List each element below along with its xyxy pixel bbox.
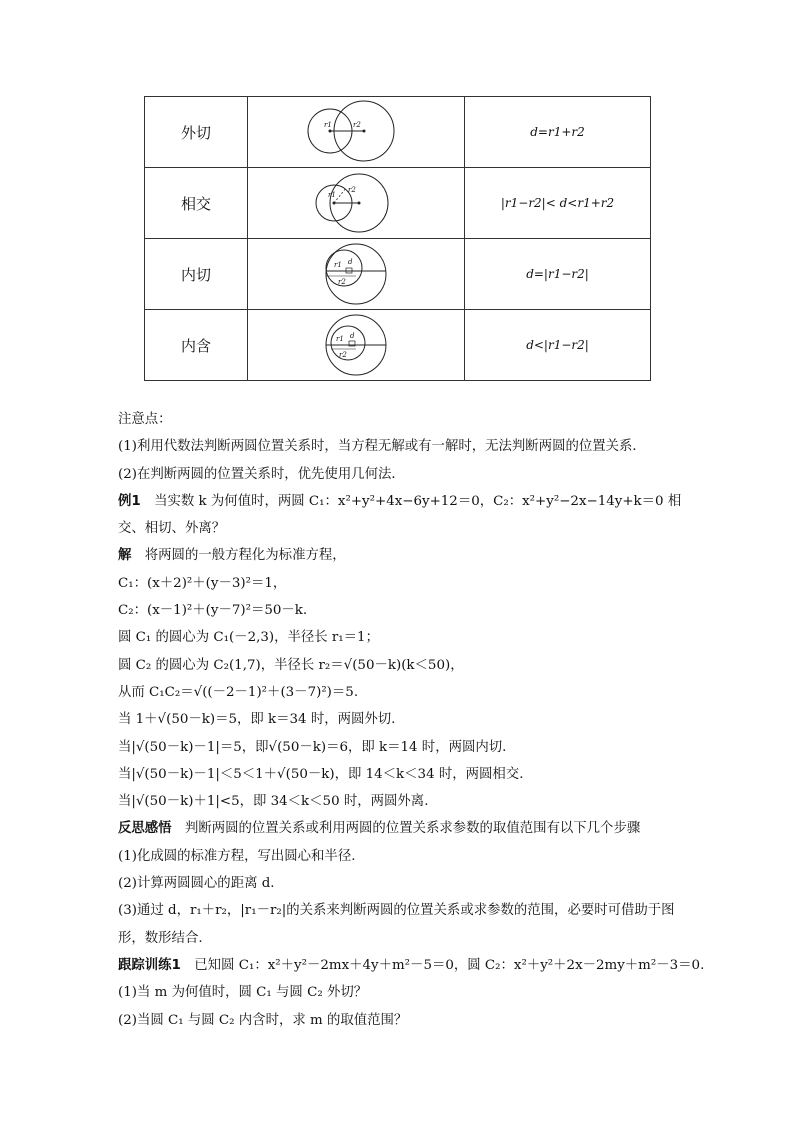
solution-line: C₁：(x＋2)²＋(y－3)²＝1，: [118, 575, 287, 591]
circle-relation-table: [144, 96, 651, 381]
external-tangent-diagram: [301, 99, 411, 165]
example-question-cont: 交、相切、外离？: [118, 521, 226, 537]
reflection-intro: 反思感悟 判断两圆的位置关系或利用两圆的位置关系求参数的取值范围有以下几个步骤: [118, 821, 641, 837]
d-label: d: [350, 332, 355, 340]
r1-label: r1: [334, 261, 342, 269]
example-label: 例1: [118, 493, 141, 509]
internal-tangent-diagram: [301, 241, 411, 307]
relation-condition: d=r1+r2: [465, 97, 651, 168]
notes-heading: 注意点：: [118, 412, 172, 427]
table-row: [145, 310, 651, 381]
body-text: [118, 406, 705, 1034]
r1-label: r1: [328, 191, 336, 199]
relation-condition: d=|r1−r2|: [465, 239, 651, 310]
r2-label: r2: [339, 351, 347, 359]
intersecting-diagram: [301, 170, 411, 236]
table-row: [145, 239, 651, 310]
practice-label: 跟踪训练1: [118, 957, 181, 973]
table-row: [145, 168, 651, 239]
relation-label: 外切: [145, 97, 248, 168]
solution-label: 解: [118, 548, 132, 564]
reflection-step: (1)化成圆的标准方程，写出圆心和半径.: [118, 848, 356, 864]
solution-line: 从而 C₁C₂＝√((－2－1)²＋(3－7)²)＝5.: [118, 684, 359, 700]
r2-label: r2: [338, 278, 346, 286]
solution-line: 当|√(50－k)＋1|<5，即 34＜k＜50 时，两圆外离.: [118, 794, 429, 810]
reflection-label: 反思感悟: [118, 821, 172, 837]
relation-label: 内含: [145, 310, 248, 381]
solution-line: 当|√(50－k)－1|＜5＜1＋√(50－k)，即 14＜k＜34 时，两圆相交.: [118, 766, 524, 782]
reflection-step: (3)通过 d，r₁＋r₂，|r₁－r₂|的关系来判断两圆的位置关系或求参数的范围，必要时可借助于图形，数形结合.: [118, 903, 675, 946]
r1-label: r1: [324, 121, 332, 129]
solution-line: 圆 C₁ 的圆心为 C₁(－2,3)，半径长 r₁＝1；: [118, 630, 379, 646]
note-item: (1)利用代数法判断两圆位置关系时，当方程无解或有一解时，无法判断两圆的位置关系．: [118, 439, 646, 455]
solution-line: C₂：(x－1)²＋(y－7)²＝50－k.: [118, 603, 308, 619]
example-question: 例1 当实数 k 为何值时，两圆 C₁：x²+y²+4x−6y+12＝0，C₂：x²+y²−2x−14y+k＝0 相: [118, 493, 682, 509]
relation-label: 内切: [145, 239, 248, 310]
relation-label: 相交: [145, 168, 248, 239]
practice-question: 跟踪训练1 已知圆 C₁：x²＋y²－2mx＋4y＋m²－5＝0，圆 C₂：x²＋y²＋2x－2my＋m²－3＝0.: [118, 957, 705, 973]
r2-label: r2: [348, 186, 356, 194]
reflection-step: (2)计算两圆圆心的距离 d.: [118, 876, 275, 892]
note-item: (2)在判断两圆的位置关系时，优先使用几何法．: [118, 466, 405, 482]
relation-condition: d<|r1−r2|: [465, 310, 651, 381]
relation-condition: |r1−r2|< d<r1+r2: [465, 168, 651, 239]
contained-diagram: [301, 312, 411, 378]
practice-part: (1)当 m 为何值时，圆 C₁ 与圆 C₂ 外切？: [118, 985, 368, 1001]
solution-line: 解 将两圆的一般方程化为标准方程，: [118, 548, 346, 564]
solution-line: 圆 C₂ 的圆心为 C₂(1,7)，半径长 r₂＝√(50－k)(k＜50)，: [118, 657, 464, 673]
d-label: d: [348, 258, 353, 266]
solution-line: 当 1＋√(50－k)＝5，即 k＝34 时，两圆外切.: [118, 712, 396, 728]
r2-label: r2: [353, 121, 361, 129]
practice-part: (2)当圆 C₁ 与圆 C₂ 内含时，求 m 的取值范围？: [118, 1012, 408, 1028]
solution-line: 当|√(50－k)－1|＝5，即√(50－k)＝6，即 k＝14 时，两圆内切.: [118, 739, 507, 755]
table-row: [145, 97, 651, 168]
r1-label: r1: [336, 335, 344, 343]
